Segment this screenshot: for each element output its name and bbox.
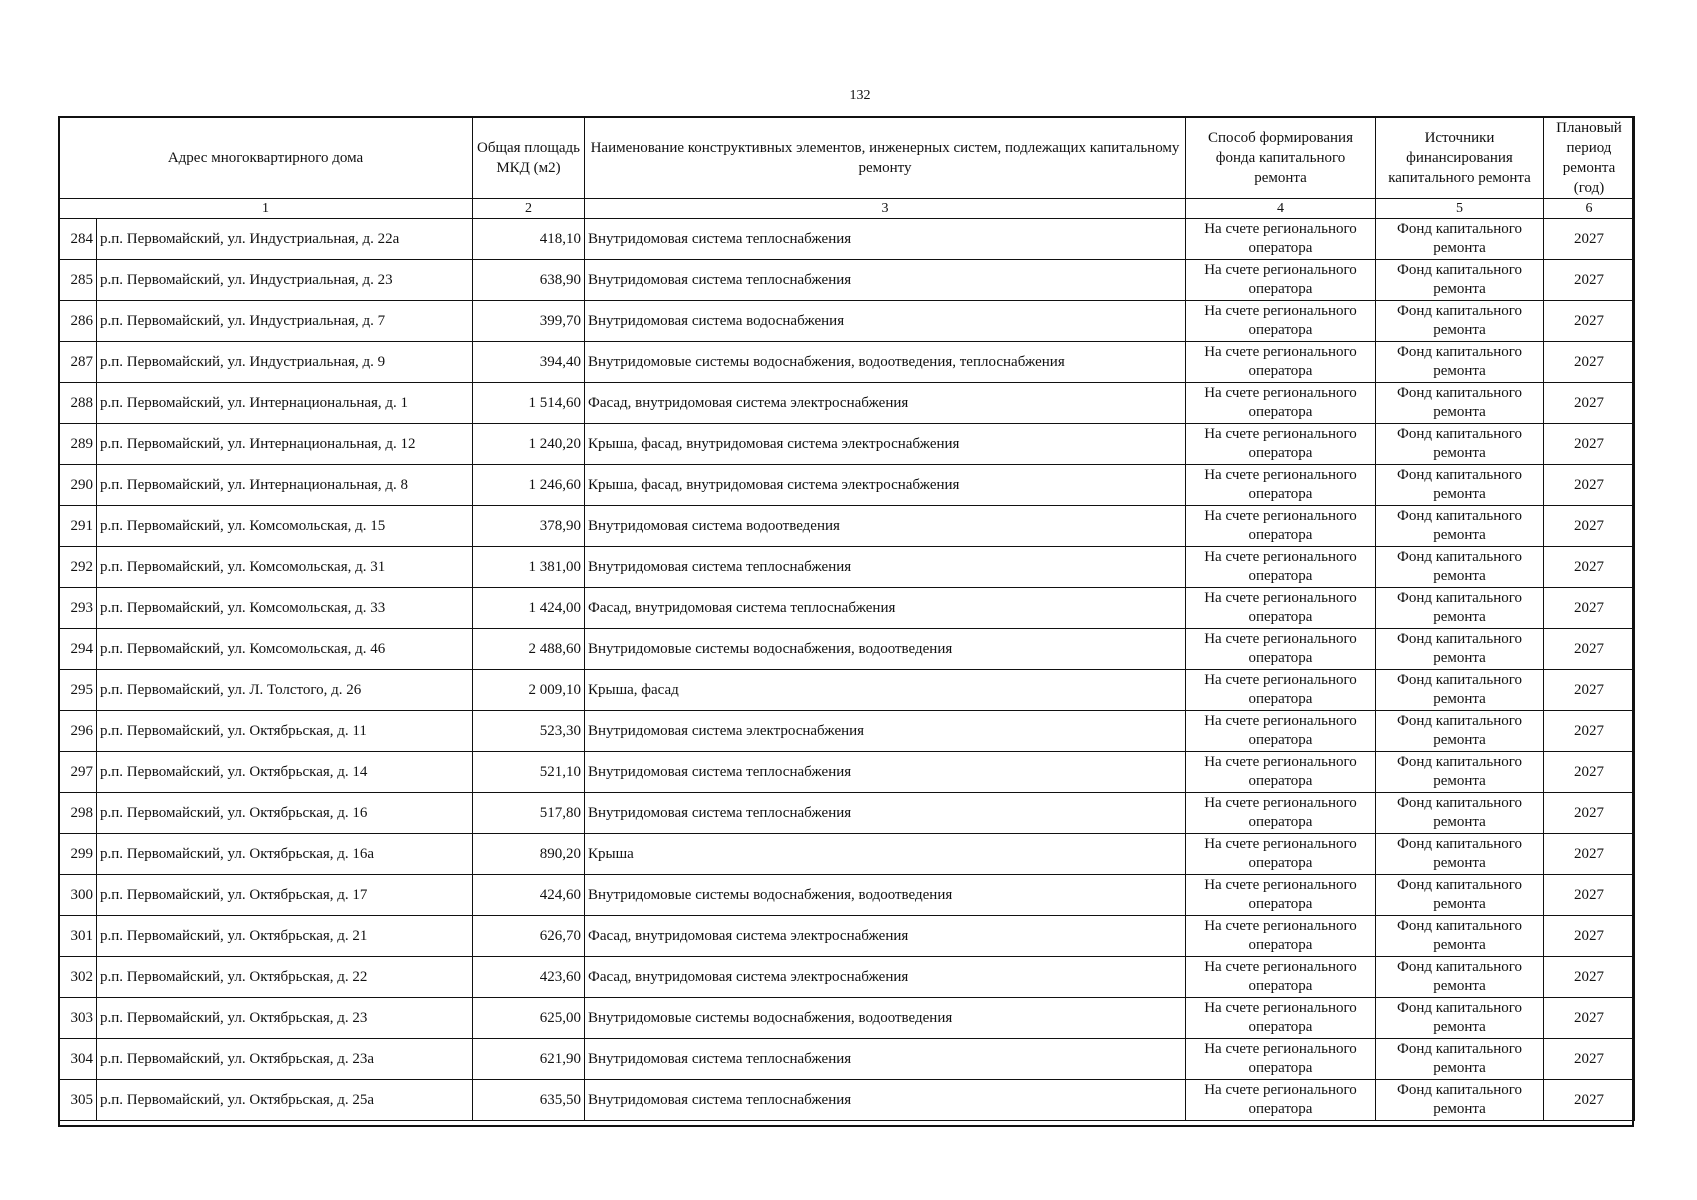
table-row [59,506,1635,547]
row-number: 305 [59,1080,97,1121]
repair-elements: Внутридомовая система теплоснабжения [585,752,1186,793]
repair-elements: Фасад, внутридомовая система электроснабжения [585,916,1186,957]
table-row [59,834,1635,875]
row-number: 294 [59,629,97,670]
repair-elements: Фасад, внутридомовая система теплоснабжения [585,588,1186,629]
row-number: 303 [59,998,97,1039]
table-row [59,998,1635,1039]
fund-method: На счете регионального оператора [1186,752,1376,793]
total-area: 1 240,20 [473,424,585,465]
house-address: р.п. Первомайский, ул. Интернациональная, д. 12 [97,424,473,465]
house-address: р.п. Первомайский, ул. Октябрьская, д. 16 [97,793,473,834]
header-area: Общая площадь МКД (м2) [473,117,585,199]
table-row [59,957,1635,998]
planned-year: 2027 [1544,301,1635,342]
table-row [59,629,1635,670]
planned-year: 2027 [1544,998,1635,1039]
house-address: р.п. Первомайский, ул. Октябрьская, д. 22 [97,957,473,998]
table-row [59,342,1635,383]
house-address: р.п. Первомайский, ул. Октябрьская, д. 14 [97,752,473,793]
column-number-row [59,199,1635,219]
total-area: 621,90 [473,1039,585,1080]
planned-year: 2027 [1544,629,1635,670]
row-number: 286 [59,301,97,342]
fund-method: На счете регионального оператора [1186,383,1376,424]
funding-source: Фонд капитального ремонта [1376,260,1544,301]
funding-source: Фонд капитального ремонта [1376,506,1544,547]
total-area: 399,70 [473,301,585,342]
row-number: 301 [59,916,97,957]
fund-method: На счете регионального оператора [1186,916,1376,957]
planned-year: 2027 [1544,957,1635,998]
table-row [59,219,1635,260]
funding-source: Фонд капитального ремонта [1376,834,1544,875]
planned-year: 2027 [1544,875,1635,916]
planned-year: 2027 [1544,1039,1635,1080]
repair-elements: Внутридомовые системы водоснабжения, водоотведения [585,998,1186,1039]
house-address: р.п. Первомайский, ул. Октябрьская, д. 17 [97,875,473,916]
fund-method: На счете регионального оператора [1186,998,1376,1039]
repair-elements: Внутридомовые системы водоснабжения, водоотведения [585,629,1186,670]
table-row [59,588,1635,629]
total-area: 1 514,60 [473,383,585,424]
repair-elements: Внутридомовая система теплоснабжения [585,260,1186,301]
total-area: 638,90 [473,260,585,301]
funding-source: Фонд капитального ремонта [1376,465,1544,506]
total-area: 423,60 [473,957,585,998]
column-number: 2 [473,199,585,219]
row-number: 289 [59,424,97,465]
column-number: 3 [585,199,1186,219]
fund-method: На счете регионального оператора [1186,547,1376,588]
row-number: 288 [59,383,97,424]
row-number: 284 [59,219,97,260]
total-area: 523,30 [473,711,585,752]
repair-elements: Внутридомовая система электроснабжения [585,711,1186,752]
funding-source: Фонд капитального ремонта [1376,998,1544,1039]
capital-repair-table [58,116,1635,1121]
planned-year: 2027 [1544,1080,1635,1121]
house-address: р.п. Первомайский, ул. Индустриальная, д. 7 [97,301,473,342]
repair-elements: Внутридомовые системы водоснабжения, водоотведения [585,875,1186,916]
row-number: 302 [59,957,97,998]
repair-elements: Крыша, фасад, внутридомовая система электроснабжения [585,424,1186,465]
planned-year: 2027 [1544,342,1635,383]
house-address: р.п. Первомайский, ул. Индустриальная, д. 22а [97,219,473,260]
house-address: р.п. Первомайский, ул. Октябрьская, д. 16а [97,834,473,875]
funding-source: Фонд капитального ремонта [1376,752,1544,793]
fund-method: На счете регионального оператора [1186,506,1376,547]
repair-elements: Внутридомовая система теплоснабжения [585,1039,1186,1080]
repair-elements: Внутридомовая система теплоснабжения [585,547,1186,588]
funding-source: Фонд капитального ремонта [1376,547,1544,588]
planned-year: 2027 [1544,424,1635,465]
row-number: 299 [59,834,97,875]
repair-elements: Внутридомовые системы водоснабжения, водоотведения, теплоснабжения [585,342,1186,383]
total-area: 1 246,60 [473,465,585,506]
house-address: р.п. Первомайский, ул. Октябрьская, д. 11 [97,711,473,752]
repair-elements: Крыша, фасад, внутридомовая система электроснабжения [585,465,1186,506]
house-address: р.п. Первомайский, ул. Интернациональная, д. 1 [97,383,473,424]
repair-elements: Внутридомовая система теплоснабжения [585,1080,1186,1121]
repair-elements: Крыша, фасад [585,670,1186,711]
house-address: р.п. Первомайский, ул. Л. Толстого, д. 26 [97,670,473,711]
header-address: Адрес многоквартирного дома [59,117,473,199]
row-number: 287 [59,342,97,383]
table-row [59,1039,1635,1080]
table-row [59,916,1635,957]
column-number: 1 [59,199,473,219]
house-address: р.п. Первомайский, ул. Индустриальная, д. 9 [97,342,473,383]
fund-method: На счете регионального оператора [1186,465,1376,506]
row-number: 290 [59,465,97,506]
row-number: 304 [59,1039,97,1080]
house-address: р.п. Первомайский, ул. Октябрьская, д. 21 [97,916,473,957]
funding-source: Фонд капитального ремонта [1376,424,1544,465]
table-row [59,424,1635,465]
total-area: 635,50 [473,1080,585,1121]
repair-elements: Фасад, внутридомовая система электроснабжения [585,383,1186,424]
fund-method: На счете регионального оператора [1186,424,1376,465]
planned-year: 2027 [1544,465,1635,506]
row-number: 296 [59,711,97,752]
funding-source: Фонд капитального ремонта [1376,670,1544,711]
fund-method: На счете регионального оператора [1186,834,1376,875]
planned-year: 2027 [1544,793,1635,834]
planned-year: 2027 [1544,670,1635,711]
funding-source: Фонд капитального ремонта [1376,219,1544,260]
total-area: 394,40 [473,342,585,383]
total-area: 2 009,10 [473,670,585,711]
funding-source: Фонд капитального ремонта [1376,916,1544,957]
total-area: 625,00 [473,998,585,1039]
funding-source: Фонд капитального ремонта [1376,301,1544,342]
fund-method: На счете регионального оператора [1186,1080,1376,1121]
planned-year: 2027 [1544,711,1635,752]
house-address: р.п. Первомайский, ул. Октябрьская, д. 23а [97,1039,473,1080]
column-number: 4 [1186,199,1376,219]
table-body [59,219,1635,1121]
planned-year: 2027 [1544,219,1635,260]
planned-year: 2027 [1544,383,1635,424]
table-row [59,547,1635,588]
repair-elements: Внутридомовая система водоотведения [585,506,1186,547]
total-area: 521,10 [473,752,585,793]
fund-method: На счете регионального оператора [1186,588,1376,629]
table-row [59,875,1635,916]
row-number: 293 [59,588,97,629]
funding-source: Фонд капитального ремонта [1376,1039,1544,1080]
total-area: 517,80 [473,793,585,834]
row-number: 291 [59,506,97,547]
funding-source: Фонд капитального ремонта [1376,342,1544,383]
row-number: 285 [59,260,97,301]
table-row [59,260,1635,301]
planned-year: 2027 [1544,752,1635,793]
header-row [59,117,1635,199]
table-row [59,670,1635,711]
house-address: р.п. Первомайский, ул. Комсомольская, д. 31 [97,547,473,588]
house-address: р.п. Первомайский, ул. Индустриальная, д. 23 [97,260,473,301]
repair-elements: Фасад, внутридомовая система электроснабжения [585,957,1186,998]
fund-method: На счете регионального оператора [1186,875,1376,916]
fund-method: На счете регионального оператора [1186,219,1376,260]
total-area: 424,60 [473,875,585,916]
planned-year: 2027 [1544,547,1635,588]
fund-method: На счете регионального оператора [1186,793,1376,834]
house-address: р.п. Первомайский, ул. Комсомольская, д. 15 [97,506,473,547]
repair-elements: Крыша [585,834,1186,875]
house-address: р.п. Первомайский, ул. Октябрьская, д. 23 [97,998,473,1039]
table-row [59,752,1635,793]
funding-source: Фонд капитального ремонта [1376,875,1544,916]
row-number: 298 [59,793,97,834]
house-address: р.п. Первомайский, ул. Комсомольская, д. 46 [97,629,473,670]
fund-method: На счете регионального оператора [1186,711,1376,752]
total-area: 418,10 [473,219,585,260]
table-row [59,301,1635,342]
table-row [59,465,1635,506]
total-area: 1 381,00 [473,547,585,588]
funding-source: Фонд капитального ремонта [1376,383,1544,424]
total-area: 890,20 [473,834,585,875]
table-row [59,1080,1635,1121]
funding-source: Фонд капитального ремонта [1376,588,1544,629]
header-method: Способ формирования фонда капитального ремонта [1186,117,1376,199]
header-elements: Наименование конструктивных элементов, инженерных систем, подлежащих капитальному ремонту [585,117,1186,199]
fund-method: На счете регионального оператора [1186,342,1376,383]
total-area: 1 424,00 [473,588,585,629]
total-area: 378,90 [473,506,585,547]
planned-year: 2027 [1544,588,1635,629]
funding-source: Фонд капитального ремонта [1376,1080,1544,1121]
row-number: 297 [59,752,97,793]
header-year: Плановый период ремонта (год) [1544,117,1635,199]
house-address: р.п. Первомайский, ул. Комсомольская, д. 33 [97,588,473,629]
repair-elements: Внутридомовая система теплоснабжения [585,793,1186,834]
column-number: 6 [1544,199,1635,219]
funding-source: Фонд капитального ремонта [1376,629,1544,670]
fund-method: На счете регионального оператора [1186,1039,1376,1080]
table-row [59,793,1635,834]
total-area: 2 488,60 [473,629,585,670]
table-row [59,711,1635,752]
row-number: 295 [59,670,97,711]
funding-source: Фонд капитального ремонта [1376,957,1544,998]
column-number: 5 [1376,199,1544,219]
house-address: р.п. Первомайский, ул. Интернациональная, д. 8 [97,465,473,506]
row-number: 300 [59,875,97,916]
repair-elements: Внутридомовая система теплоснабжения [585,219,1186,260]
planned-year: 2027 [1544,834,1635,875]
repair-elements: Внутридомовая система водоснабжения [585,301,1186,342]
funding-source: Фонд капитального ремонта [1376,711,1544,752]
fund-method: На счете регионального оператора [1186,670,1376,711]
funding-source: Фонд капитального ремонта [1376,793,1544,834]
fund-method: На счете регионального оператора [1186,957,1376,998]
planned-year: 2027 [1544,506,1635,547]
planned-year: 2027 [1544,260,1635,301]
fund-method: На счете регионального оператора [1186,629,1376,670]
header-source: Источники финансирования капитального ремонта [1376,117,1544,199]
house-address: р.п. Первомайский, ул. Октябрьская, д. 25а [97,1080,473,1121]
page-number: 132 [849,88,871,103]
fund-method: На счете регионального оператора [1186,260,1376,301]
planned-year: 2027 [1544,916,1635,957]
total-area: 626,70 [473,916,585,957]
table-row [59,383,1635,424]
fund-method: На счете регионального оператора [1186,301,1376,342]
row-number: 292 [59,547,97,588]
